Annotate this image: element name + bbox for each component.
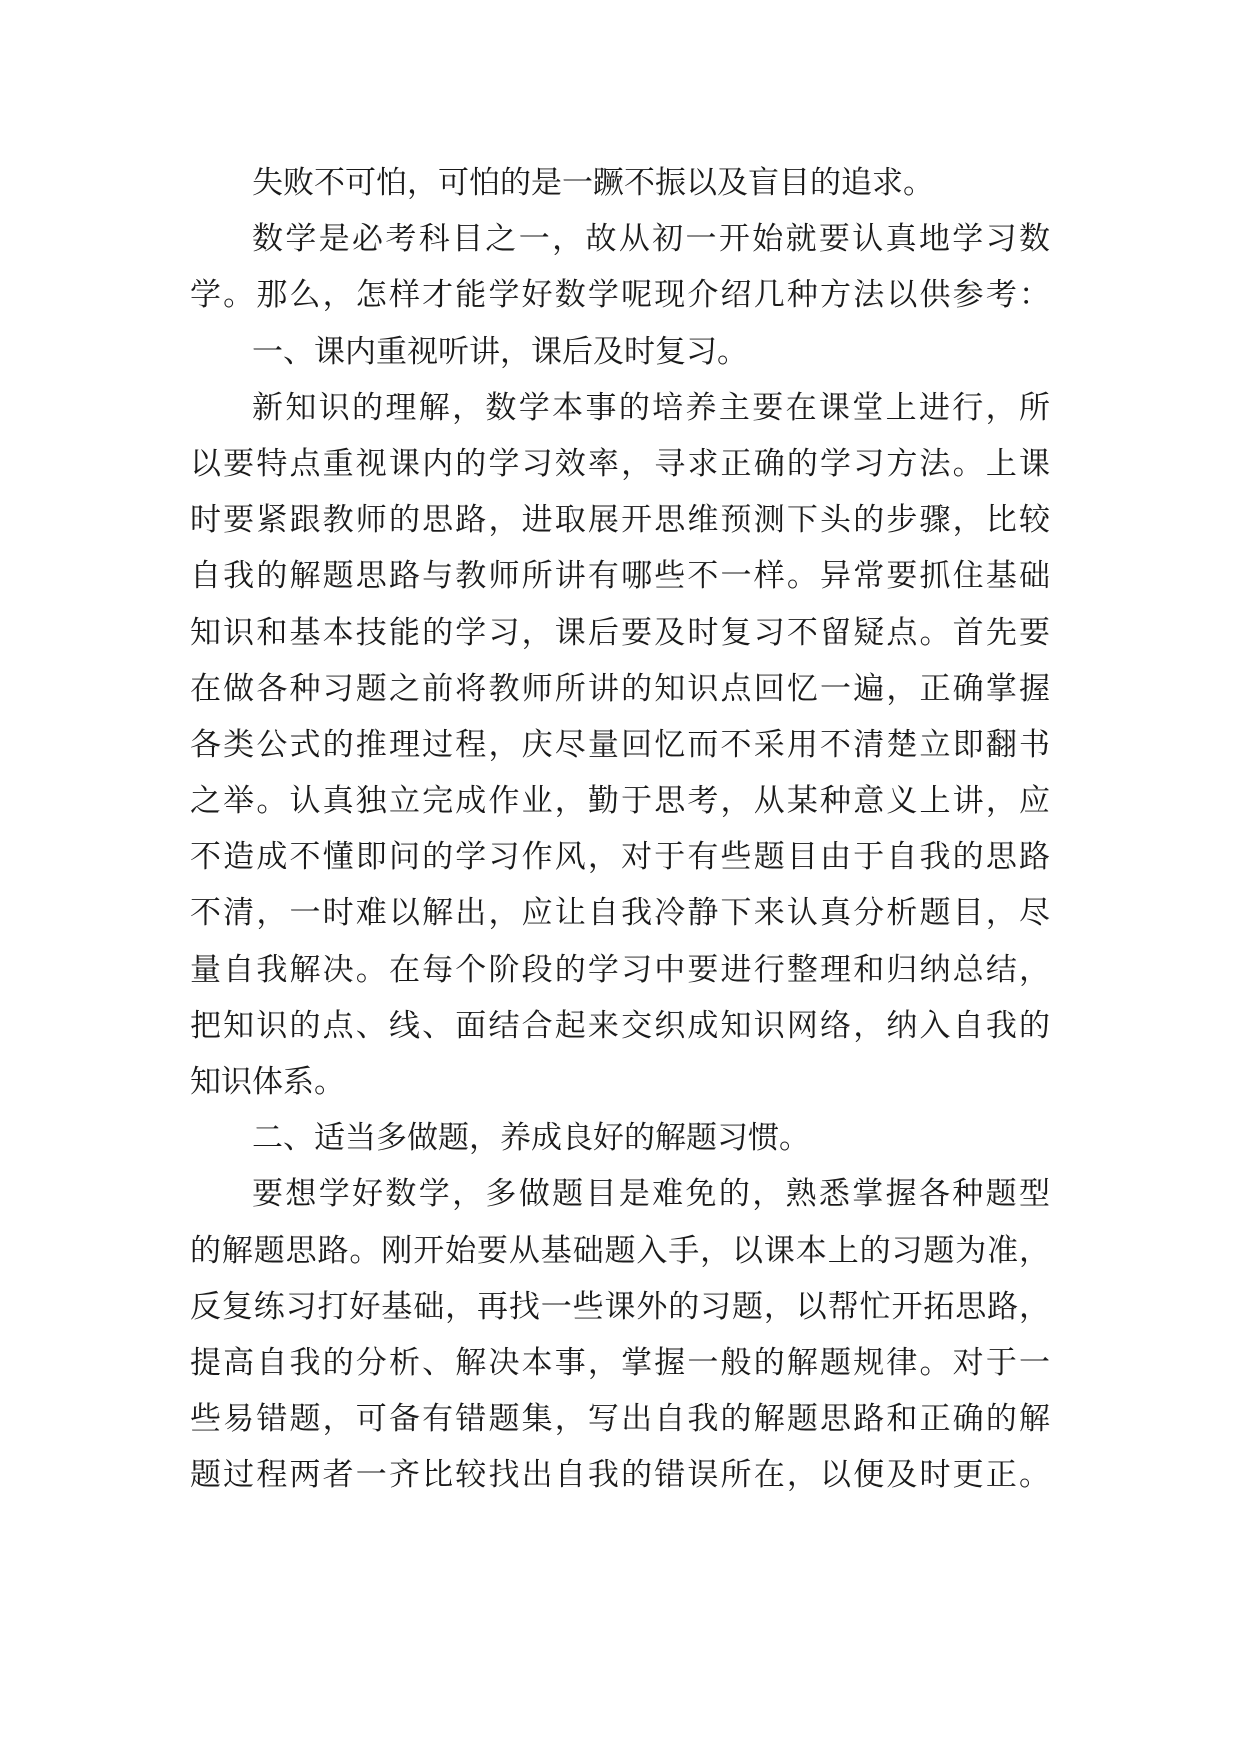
text-line: 时要紧跟教师的思路，进取展开思维预测下头的步骤，比较 (190, 502, 1050, 539)
text-line: 知识和基本技能的学习，课后要及时复习不留疑点。首先要 (190, 614, 1050, 651)
text-line: 题过程两者一齐比较找出自我的错误所在，以便及时更正。 (190, 1457, 1050, 1494)
text-line: 失败不可怕，可怕的是一蹶不振以及盲目的追求。 (252, 165, 934, 201)
text-line: 以要特点重视课内的学习效率，寻求正确的学习方法。上课 (190, 445, 1050, 482)
text-line: 不清，一时难以解出，应让自我冷静下来认真分析题目，尽 (190, 895, 1050, 932)
text-line: 学。那么，怎样才能学好数学呢现介绍几种方法以供参考： (190, 277, 1050, 314)
body-text (190, 155, 1050, 1504)
text-line: 些易错题，可备有错题集，写出自我的解题思路和正确的解 (190, 1401, 1050, 1438)
text-line: 要想学好数学，多做题目是难免的，熟悉掌握各种题型 (252, 1176, 1050, 1213)
text-line: 一、课内重视听讲，课后及时复习。 (252, 333, 748, 370)
text-line: 知识体系。 (190, 1064, 345, 1100)
text-line: 提高自我的分析、解决本事，掌握一般的解题规律。对于一 (190, 1344, 1050, 1381)
text-line: 自我的解题思路与教师所讲有哪些不一样。异常要抓住基础 (190, 558, 1050, 595)
text-line: 在做各种习题之前将教师所讲的知识点回忆一遍，正确掌握 (190, 670, 1050, 707)
text-line: 二、适当多做题，养成良好的解题习惯。 (252, 1120, 810, 1157)
text-line: 各类公式的推理过程，庆尽量回忆而不采用不清楚立即翻书 (190, 726, 1050, 763)
text-line: 数学是必考科目之一，故从初一开始就要认真地学习数 (252, 221, 1050, 258)
text-line: 把知识的点、线、面结合起来交织成知识网络，纳入自我的 (190, 1007, 1050, 1044)
text-line: 反复练习打好基础，再找一些课外的习题，以帮忙开拓思路， (190, 1288, 1050, 1325)
text-line: 新知识的理解，数学本事的培养主要在课堂上进行，所 (252, 389, 1050, 426)
text-line: 不造成不懂即问的学习作风，对于有些题目由于自我的思路 (190, 839, 1050, 876)
text-line: 的解题思路。刚开始要从基础题入手，以课本上的习题为准， (190, 1232, 1050, 1269)
text-line: 量自我解决。在每个阶段的学习中要进行整理和归纳总结， (190, 951, 1050, 988)
text-line: 之举。认真独立完成作业，勤于思考，从某种意义上讲，应 (190, 783, 1050, 820)
